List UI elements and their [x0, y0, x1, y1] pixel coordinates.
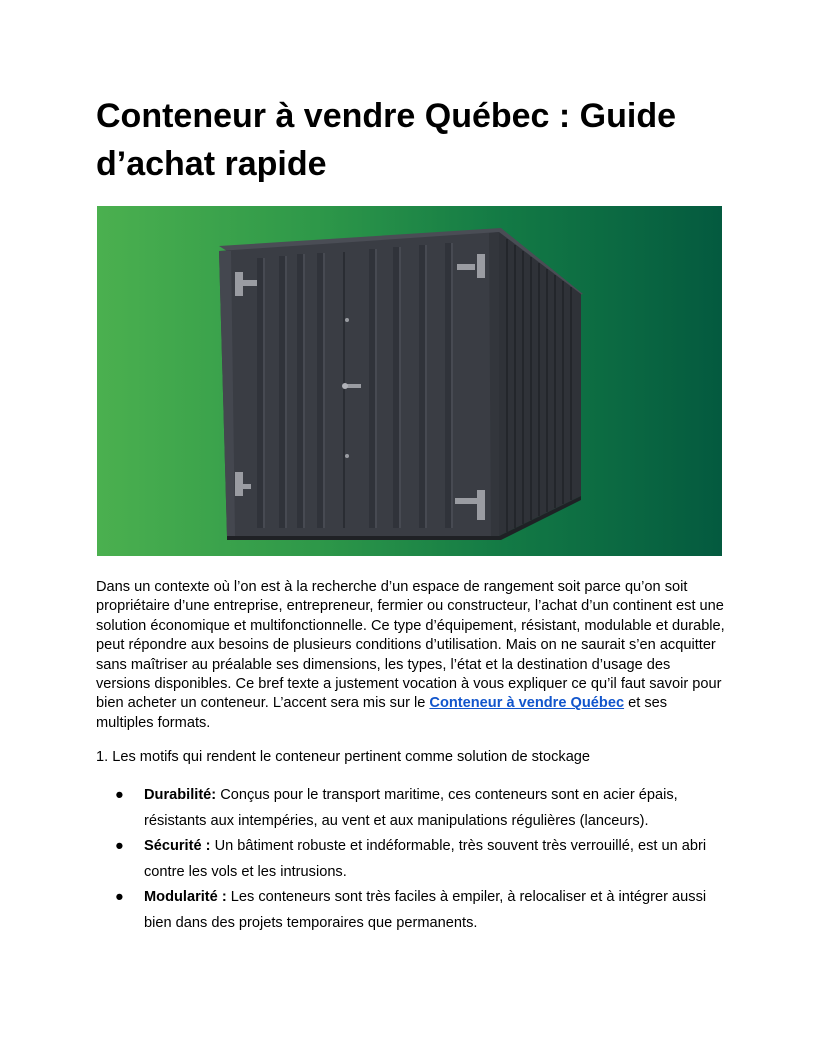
list-item-text: Les conteneurs sont très faciles à empiler, à relocaliser et à intégrer aussi bien dans des projets temporaires que permanents. — [144, 889, 707, 931]
intro-text-before: Dans un contexte où l’on est à la recherche d’un espace de rangement soit parce qu’on soit propriétaire d’une entreprise, entrepreneur, fermier ou constructeur, l’achat d’un continent est une solution économique et multifonctionnelle. Ce type d’équipement, résistant, modulable et durable, peut répondre aux besoins de plusieurs conditions d’utilisation. Mais on ne saurait s’en acquitter sans maîtriser au préalable ses dimensions, les types, l’état et la destination d’usage des versions disponibles. Ce bref texte a justement vocation à vous expliquer ce qu’il faut savoir pour bien acheter un conteneur. L’accent sera mis sur le — [96, 579, 725, 712]
list-item-label: Modularité : — [144, 889, 227, 905]
list-item-modularite — [96, 885, 726, 936]
page-title: Conteneur à vendre Québec : Guide d’achat rapide — [96, 97, 677, 183]
list-item-label: Durabilité: — [144, 787, 217, 803]
list-item-label: Sécurité : — [144, 838, 211, 854]
container-illustration — [97, 206, 722, 556]
list-item-securite — [96, 834, 726, 885]
list-item-durabilite — [96, 783, 726, 834]
list-item-text: Conçus pour le transport maritime, ces conteneurs sont en acier épais, résistants aux intempéries, au vent et aux manipulations régulières (lanceurs). — [144, 787, 678, 829]
bullet-icon: ● — [115, 787, 124, 803]
hero-image-container — [97, 206, 722, 556]
bullet-icon: ● — [115, 889, 124, 905]
reasons-list — [96, 783, 726, 936]
intro-text-after: et ses multiples formats. — [96, 695, 668, 731]
section-heading: 1. Les motifs qui rendent le conteneur pertinent comme solution de stockage — [96, 749, 591, 765]
list-item-text: Un bâtiment robuste et indéformable, très souvent très verrouillé, est un abri contre les vols et les intrusions. — [144, 838, 707, 880]
conteneur-link[interactable]: Conteneur à vendre Québec — [429, 695, 625, 712]
bullet-icon: ● — [115, 838, 124, 854]
intro-paragraph — [96, 578, 726, 733]
